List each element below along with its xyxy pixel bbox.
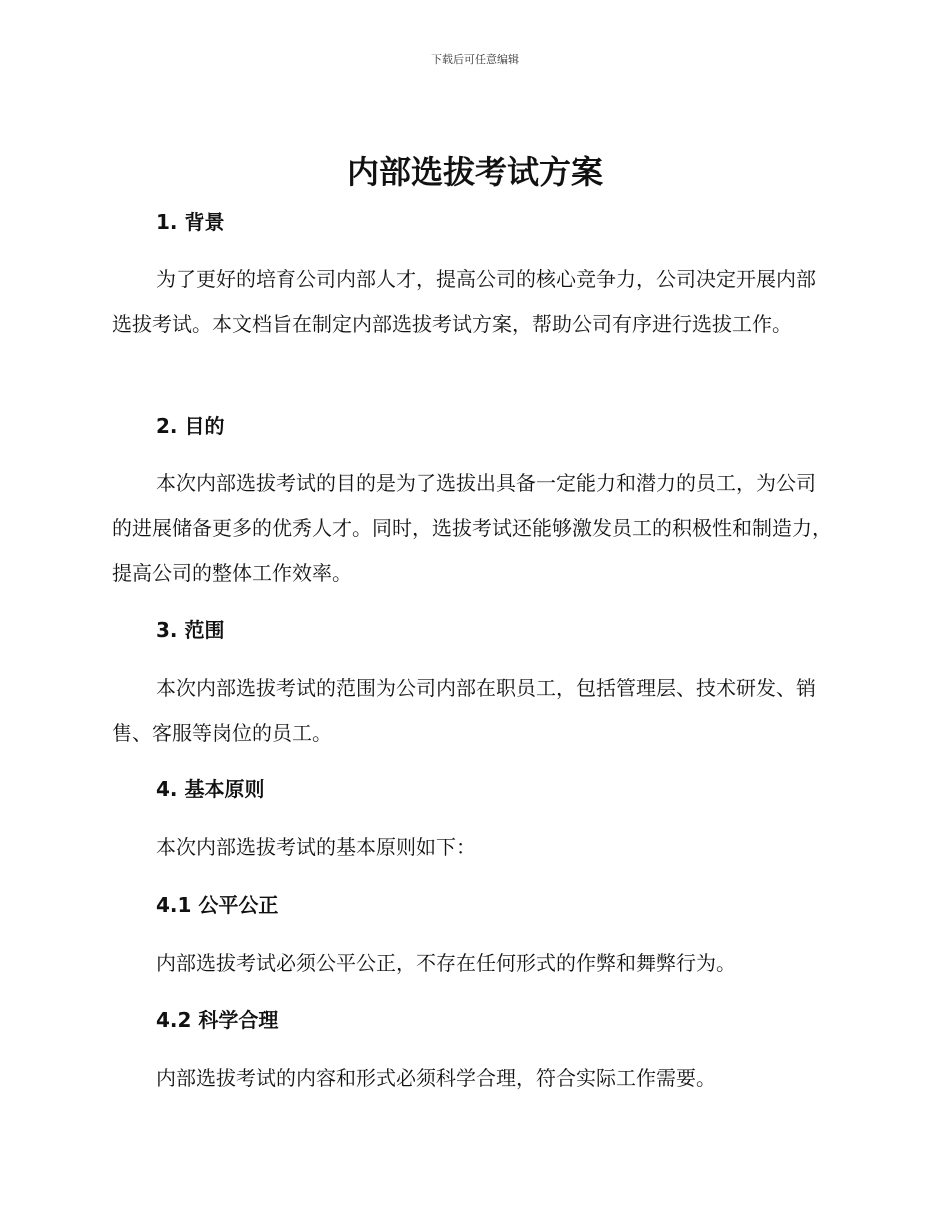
- section-heading-scope: 3. 范围: [156, 618, 225, 642]
- section-heading-purpose: 2. 目的: [156, 414, 225, 438]
- section-body-background: 为了更好的培育公司内部人才，提高公司的核心竞争力，公司决定开展内部选拔考试。本文档旨在制定内部选拔考试方案，帮助公司有序进行选拔工作。: [112, 267, 816, 336]
- page-header-note: 下载后可任意编辑: [431, 53, 519, 66]
- section-heading-fairness: 4.1 公平公正: [156, 893, 279, 917]
- section-heading-background: 1. 背景: [156, 210, 225, 234]
- section-body-scope: 本次内部选拔考试的范围为公司内部在职员工，包括管理层、技术研发、销售、客服等岗位的员工。: [112, 676, 816, 745]
- section-body-fairness: 内部选拔考试必须公平公正，不存在任何形式的作弊和舞弊行为。: [156, 951, 736, 975]
- section-heading-principles: 4. 基本原则: [156, 777, 265, 801]
- section-body-principles: 本次内部选拔考试的基本原则如下：: [156, 835, 476, 859]
- section-heading-scientific: 4.2 科学合理: [156, 1008, 279, 1032]
- section-body-scientific: 内部选拔考试的内容和形式必须科学合理，符合实际工作需要。: [156, 1066, 716, 1090]
- document-title: 内部选拔考试方案: [346, 153, 603, 191]
- section-body-purpose: 本次内部选拔考试的目的是为了选拔出具备一定能力和潜力的员工，为公司的进展储备更多的优秀人才。同时，选拔考试还能够激发员工的积极性和制造力，提高公司的整体工作效率。: [112, 471, 832, 585]
